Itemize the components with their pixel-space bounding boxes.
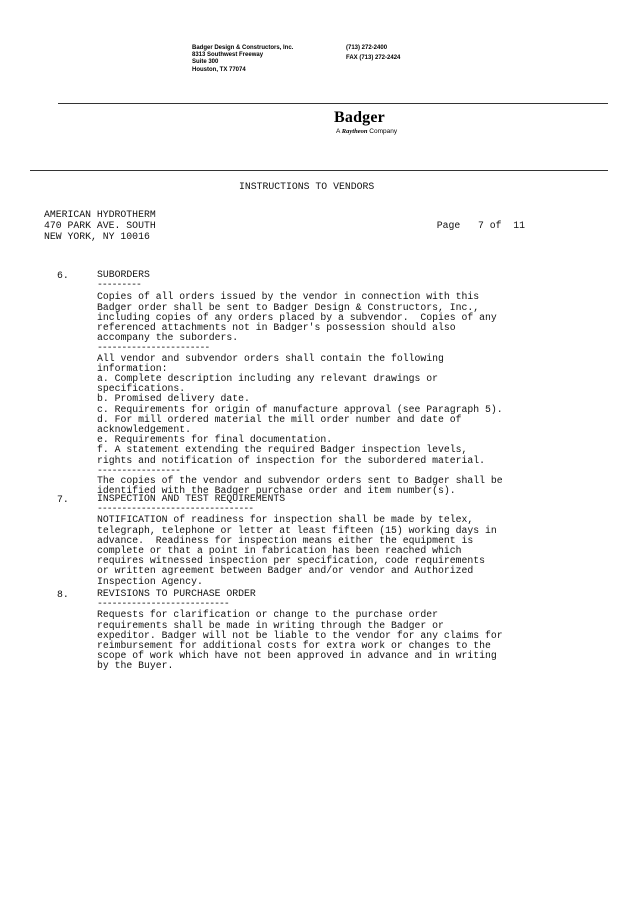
section-6-para1-line: accompany the suborders. [97,332,239,344]
section-8-para1-line: scope of work which have not been approved in advance and in writing [97,650,497,662]
section-7-para1-line: complete or that a point in fabrication has been reached which [97,545,462,557]
section-8-number: 8. [57,589,69,600]
badger-logo: Badger [334,109,385,126]
section-6-para2-line: rights and notification of inspection for the subordered material. [97,454,486,466]
page-label: Page [436,220,461,231]
section-6-para2-line: a. Complete description including any relevant drawings or [97,373,438,385]
section-8 [97,589,503,672]
section-7-number: 7. [57,494,69,505]
company-street: 8313 Southwest Freeway [192,52,264,59]
section-7-para1-line: or written agreement between Badger and/or vendor and Authorized [97,565,474,577]
section-6-para1-line: including copies of any orders placed by a subvendor. Copies of any [97,311,497,323]
company-suite: Suite 300 [192,59,219,66]
letterhead-contact [346,45,400,62]
tagline-brand: Raytheon [341,128,368,135]
vendor-street: 470 PARK AVE. SOUTH [44,220,156,231]
header-rule-top [58,103,608,104]
tagline-suffix: Company [369,128,398,135]
section-6-para1-line: Badger order shall be sent to Badger Design & Constructors, Inc., [97,301,480,313]
company-phone: (713) 272-2400 [346,45,388,51]
section-6-para2-line: specifications. [97,383,186,395]
section-6-para2-line: e. Requirements for final documentation. [97,434,333,446]
section-8-para1-line: requirements shall be made in writing through the Badger or [97,619,444,631]
section-8-para1-line: by the Buyer. [97,660,174,672]
section-7-para1-line: requires witnessed inspection per specification, code requirements [97,555,486,567]
section-7 [97,494,497,587]
company-city: Houston, TX 77074 [192,66,246,73]
company-fax: FAX (713) 272-2424 [346,55,401,62]
section-6-para2-line: acknowledgement. [97,424,192,436]
vendor-name: AMERICAN HYDROTHERM [44,209,156,220]
document-title: INSTRUCTIONS TO VENDORS [239,181,375,192]
section-6-heading-underline: --------- [97,279,141,291]
section-7-para1-line: advance. Readiness for inspection means either the equipment is [97,534,474,546]
page-total: 11 [513,220,526,231]
section-8-para1-line: expeditor. Badger will not be liable to the vendor for any claims for [97,629,503,641]
company-name: Badger Design & Constructors, Inc. [192,45,294,51]
section-8-para1-line: Requests for clarification or change to the purchase order [97,609,438,621]
section-8-para1-line: reimbursement for additional costs for extra work or changes to the [97,640,491,652]
vendor-city: NEW YORK, NY 10016 [44,231,150,242]
section-6-separator: ----------------- [97,464,180,476]
section-6-para2-line: c. Requirements for origin of manufacture approval (see Paragraph 5). [97,403,503,415]
section-7-para1-line: telegraph, telephone or letter at least fifteen (15) working days in [97,524,497,536]
tagline-prefix: A [336,128,340,135]
section-8-heading: REVISIONS TO PURCHASE ORDER [97,588,256,599]
section-6-para2-line: All vendor and subvendor orders shall contain the following [97,352,444,364]
section-6-para2-line: b. Promised delivery date. [97,393,250,405]
section-6-number: 6. [57,270,69,281]
section-6-para3-line: The copies of the vendor and subvendor orders sent to Badger shall be [97,475,503,487]
section-6 [97,270,503,496]
section-8-heading-underline: --------------------------- [97,598,229,610]
section-7-para1-line: NOTIFICATION of readiness for inspection shall be made by telex, [97,514,474,526]
header-rule-bottom [30,170,608,171]
page-of: of [489,220,502,231]
section-6-para2-line: f. A statement extending the required Badger inspection levels, [97,444,468,456]
section-7-heading-underline: -------------------------------- [97,503,254,515]
section-6-para2-line: d. For mill ordered material the mill order number and date of [97,413,462,425]
letterhead-address [192,45,293,74]
section-6-separator: ----------------------- [97,342,210,354]
page-number: 7 [477,220,484,231]
section-7-heading: INSPECTION AND TEST REQUIREMENTS [97,493,286,504]
section-6-para1-line: Copies of all orders issued by the vendor in connection with this [97,291,480,303]
logo-tagline [336,128,397,135]
section-7-para1-line: Inspection Agency. [97,575,203,587]
section-6-para1-line: referenced attachments not in Badger's possession should also [97,322,456,334]
section-6-para3-line: identified with the Badger purchase order and item number(s). [97,485,456,497]
section-6-heading: SUBORDERS [97,269,150,280]
section-6-para2-line: information: [97,362,168,374]
page-indicator [425,209,525,231]
